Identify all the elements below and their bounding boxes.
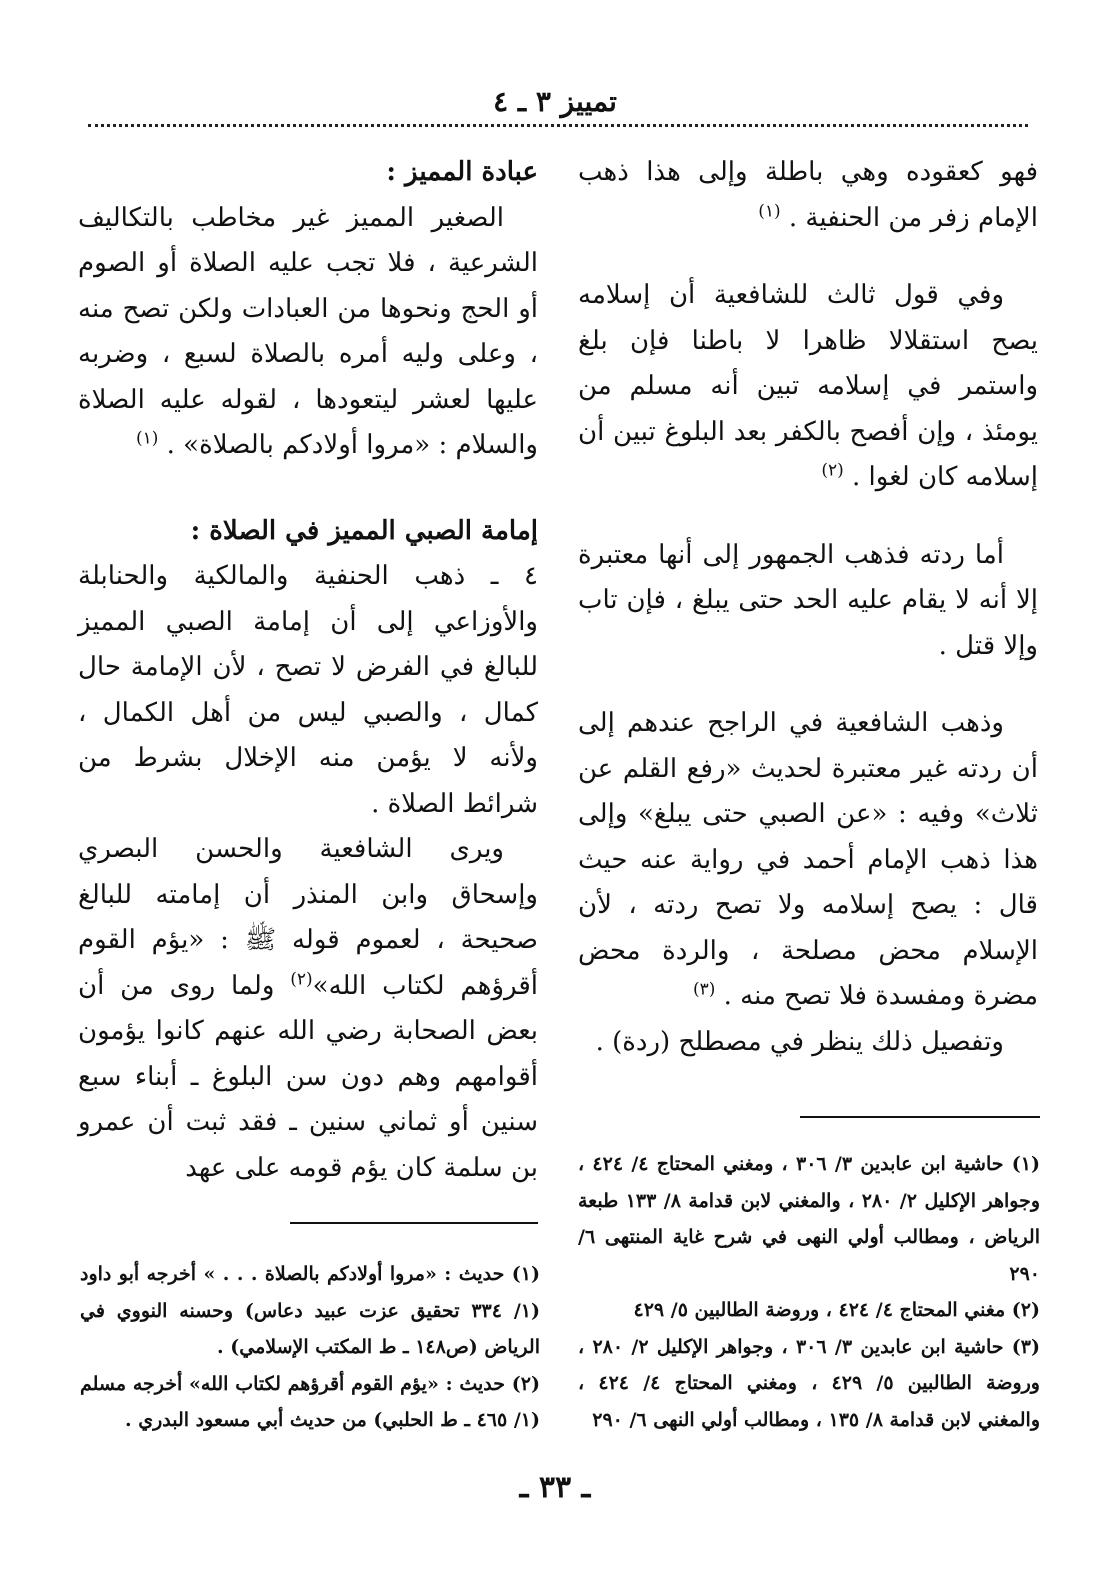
right-paragraph: وفي قول ثالث للشافعية أن إسلامه يصح استقلالا ظاهرا لا باطنا فإن بلغ واستمر في إسلامه تبين أنه مسلم من يومئذ ، وإن أفصح بالكفر بعد البلوغ تبين أن إسلامه كان لغوا . $^{(٢)}$ [578, 280, 1038, 492]
page-header: تمييز ٣ ـ ٤ [493, 85, 617, 118]
left-paragraph: ويرى الشافعية والحسن البصري وإسحاق وابن المنذر أن إمامته للبالغ صحيحة ، لعموم قوله ﷺ : «يؤم القوم أقرؤهم لكتاب الله»$^{(٢)}$ ولما روى من أن بعض الصحابة رضي الله عنهم كانوا يؤمون أقوامهم وهم دون سن البلوغ ـ أبناء سبع سنين أو ثماني سنين ـ فقد ثبت أن عمرو بن سلمة كان يؤم قومه على عهد [78, 834, 538, 1183]
left-column [78, 150, 538, 1191]
left-paragraph: الصغير المميز غير مخاطب بالتكاليف الشرعية ، فلا تجب عليه الصلاة أو الصوم أو الحج ونحوها من العبادات ولكن تصح منه ، وعلى وليه أمره بالصلاة لسبع ، وضربه عليها لعشر ليتعودها ، لقوله عليه الصلاة والسلام : «مروا أولادكم بالصلاة» . $^{(١)}$ [78, 202, 538, 460]
footnotes-right [578, 1146, 1040, 1438]
footnote: (٣) حاشية ابن عابدين ٣/ ٣٠٦ ، وجواهر الإكليل ٢/ ٢٨٠ ، وروضة الطالبين ٥/ ٤٢٩ ، ومغني المحتاج ٤/ ٤٢٤ ، والمغني لابن قدامة ٨/ ١٣٥ ، ومطالب أولي النهى ٦/ ٢٩٠ [578, 1335, 1040, 1431]
footnote-ref: (١) [135, 428, 159, 449]
footnote: (٢) حديث : «يؤم القوم أقرؤهم لكتاب الله» أخرجه مسلم (١/ ٤٦٥ ـ ط الحلبي) من حديث أبي مسعود البدري . [80, 1372, 540, 1431]
right-paragraph: وذهب الشافعية في الراجح عندهم إلى أن ردته غير معتبرة لحديث «رفع القلم عن ثلاث» وفيه : «عن الصبي حتى يبلغ» وإلى هذا ذهب الإمام أحمد في رواية عنه حيث قال : يصح إسلامه ولا تصح ردته ، لأن الإسلام محض مصلحة ، والردة محض مضرة ومفسدة فلا تصح منه . $^{(٣)}$ [578, 708, 1038, 1011]
footnote-ref: (٢) [290, 968, 313, 989]
right-paragraph: فهو كعقوده وهي باطلة وإلى هذا ذهب الإمام زفر من الحنفية . $^{(١)}$ [578, 157, 1038, 233]
footnote-ref: (٣) [692, 979, 716, 1000]
footnotes-left [80, 1256, 540, 1439]
footnote-ref: (١) [758, 200, 781, 221]
right-paragraph: أما ردته فذهب الجمهور إلى أنها معتبرة إلا أنه لا يقام عليه الحد حتى يبلغ ، فإن تاب وإلا قتل . [578, 539, 1038, 661]
right-paragraph: وتفصيل ذلك ينظر في مصطلح (ردة) . [595, 1026, 1004, 1057]
header-dotted-rule [88, 124, 1028, 127]
footnote-rule [290, 1222, 538, 1224]
footnote: (٢) مغني المحتاج ٤/ ٤٢٤ ، وروضة الطالبين ٥/ ٤٢٩ [633, 1299, 1040, 1321]
right-column [578, 150, 1038, 1065]
footnote-ref: (٢) [821, 460, 844, 481]
section-heading: عبادة المميز : [386, 157, 538, 187]
section-heading: إمامة الصبي المميز في الصلاة : [190, 515, 538, 546]
footnote: (١) حديث : «مروا أولادكم بالصلاة . . . » أخرجه أبو داود (١/ ٣٣٤ تحقيق عزت عبيد دعاس) وحسنه النووي في الرياض (ص١٤٨ ـ ط المكتب الإسلامي) . [80, 1263, 540, 1358]
footnote: (١) حاشية ابن عابدين ٣/ ٣٠٦ ، ومغني المحتاج ٤/ ٤٢٤ ، وجواهر الإكليل ٢/ ٢٨٠ ، والمغني لابن قدامة ٨/ ١٣٣ طبعة الرياض ، ومطالب أولي النهى في شرح غاية المنتهى ٦/ ٢٩٠ [578, 1153, 1041, 1285]
page-number: ـ ٣٣ ـ [519, 1470, 591, 1505]
left-paragraph: ٤ ـ ذهب الحنفية والمالكية والحنابلة والأوزاعي إلى أن إمامة الصبي المميز للبالغ في الفرض لا تصح ، لأن الإمامة حال كمال ، والصبي ليس من أهل الكمال ، ولأنه لا يؤمن منه الإخلال بشرط من شرائط الصلاة . [78, 561, 538, 819]
footnote-rule [800, 1116, 1040, 1118]
